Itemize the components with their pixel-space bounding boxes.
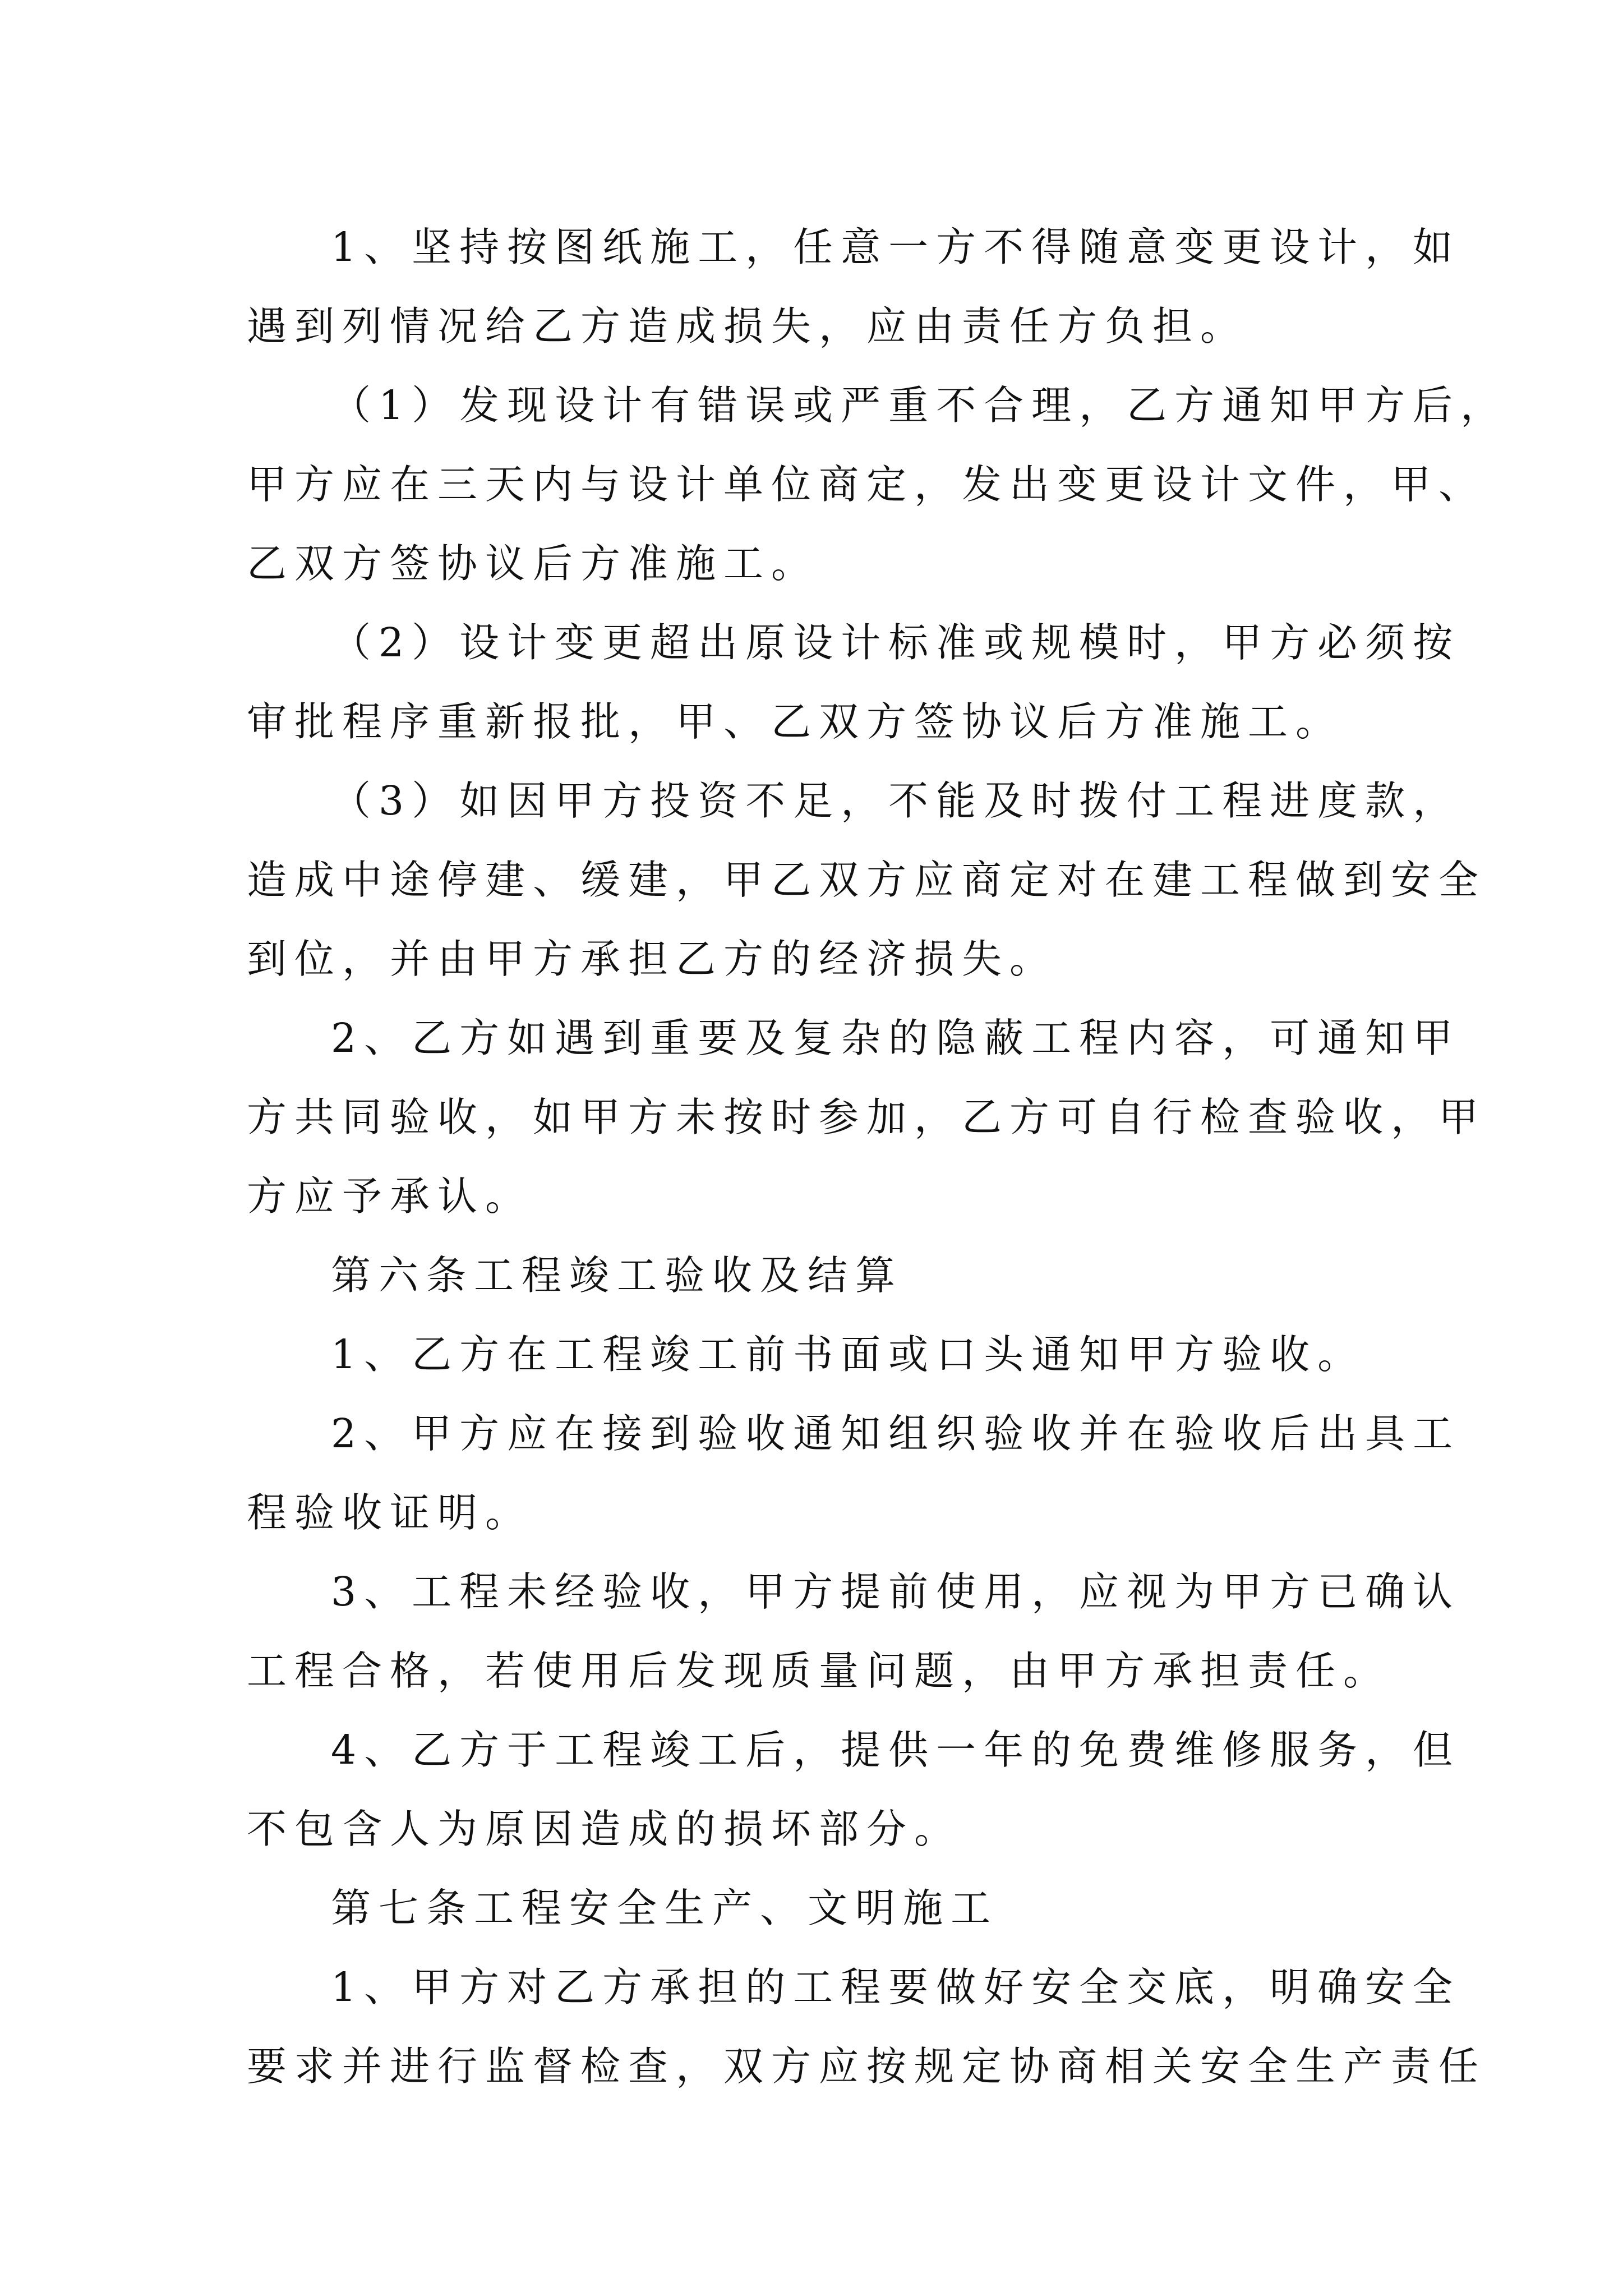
paragraph-line: 造成中途停建、缓建，甲乙双方应商定对在建工程做到安全 bbox=[247, 857, 1487, 903]
document-body bbox=[247, 208, 1509, 2106]
paragraph-line: 3、工程未经验收，甲方提前使用，应视为甲方已确认 bbox=[331, 1568, 1461, 1615]
paragraph-line: 2、乙方如遇到重要及复杂的隐蔽工程内容，可通知甲 bbox=[331, 1015, 1461, 1061]
paragraph-line: 2、甲方应在接到验收通知组织验收并在验收后出具工 bbox=[331, 1410, 1461, 1457]
paragraph-line: （2）设计变更超出原设计标准或规模时，甲方必须按 bbox=[331, 619, 1461, 666]
paragraph-line: （3）如因甲方投资不足，不能及时拨付工程进度款， bbox=[331, 777, 1461, 824]
paragraph-line: 工程合格，若使用后发现质量问题，由甲方承担责任。 bbox=[247, 1648, 1391, 1694]
paragraph-line: 1、甲方对乙方承担的工程要做好安全交底，明确安全 bbox=[331, 1964, 1461, 2010]
paragraph-line: 遇到列情况给乙方造成损失，应由责任方负担。 bbox=[247, 303, 1248, 349]
paragraph-line: 程验收证明。 bbox=[247, 1489, 533, 1536]
section-heading: 第七条工程安全生产、文明施工 bbox=[331, 1885, 999, 1931]
paragraph-line: 方应予承认。 bbox=[247, 1173, 533, 1220]
paragraph-line: 甲方应在三天内与设计单位商定，发出变更设计文件，甲、 bbox=[247, 461, 1487, 508]
paragraph-line: 不包含人为原因造成的损坏部分。 bbox=[247, 1806, 962, 1852]
paragraph-line: 要求并进行监督检查，双方应按规定协商相关安全生产责任 bbox=[247, 2043, 1487, 2090]
paragraph-line: 乙双方签协议后方准施工。 bbox=[247, 540, 819, 587]
paragraph-line: （1）发现设计有错误或严重不合理，乙方通知甲方后， bbox=[331, 382, 1509, 429]
paragraph-line: 4、乙方于工程竣工后，提供一年的免费维修服务，但 bbox=[331, 1727, 1461, 1773]
paragraph-line: 1、坚持按图纸施工，任意一方不得随意变更设计，如 bbox=[331, 224, 1461, 270]
section-heading: 第六条工程竣工验收及结算 bbox=[331, 1252, 903, 1299]
paragraph-line: 审批程序重新报批，甲、乙双方签协议后方准施工。 bbox=[247, 698, 1344, 745]
paragraph-line: 方共同验收，如甲方未按时参加，乙方可自行检查验收，甲 bbox=[247, 1094, 1487, 1140]
paragraph-line: 1、乙方在工程竣工前书面或口头通知甲方验收。 bbox=[331, 1331, 1366, 1378]
paragraph-line: 到位，并由甲方承担乙方的经济损失。 bbox=[247, 936, 1058, 982]
